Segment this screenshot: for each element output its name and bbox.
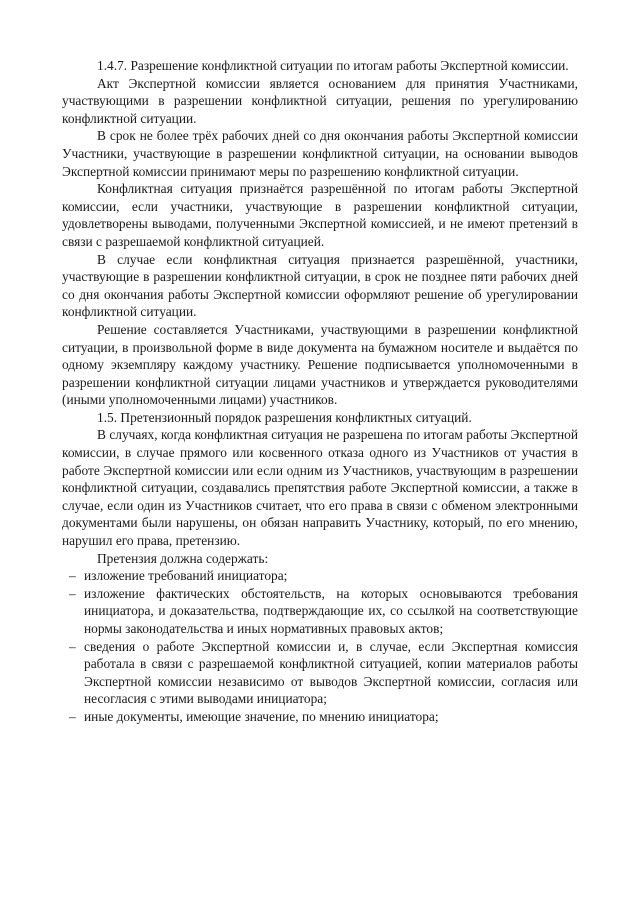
paragraph-decision: Решение составляется Участниками, участвующими в разрешении конфликтной ситуации, в произвольной форме в виде документа на бумажном носителе и выдаётся по одному экземпляру каждому участнику. Решение подписывается уполномоченными в разрешении конфликтной ситуации лицами участников и утверждается руководителями (иными уполномоченными лицами) участников. bbox=[62, 321, 578, 408]
list-item-text: сведения о работе Экспертной комиссии и, в случае, если Экспертная комиссия работала в связи с разрешаемой конфликтной ситуацией, копии материалов работы Экспертной комиссии независимо от выводов Экспертной комиссии, согласия или несогласия с этими выводами инициатора; bbox=[84, 638, 578, 707]
list-item-text: изложение требований инициатора; bbox=[84, 568, 288, 584]
paragraph-claim-contents: Претензия должна содержать: bbox=[97, 550, 269, 566]
paragraph-resolved-conditions: Конфликтная ситуация признаётся разрешённой по итогам работы Экспертной комиссии, если участники, участвующие в разрешении конфликтной ситуации, удовлетворены выводами, полученными Экспертной комиссией, и не имеют претензий в связи с разрешаемой конфликтной ситуацией. bbox=[62, 181, 578, 249]
list-item-text: изложение фактических обстоятельств, на которых основываются требования инициатора, и доказательства, подтверждающие их, со ссылкой на соответствующие нормы законодательства и иных нормативных правовых актов; bbox=[84, 585, 578, 636]
list-item bbox=[62, 708, 578, 726]
claim-requirements-list bbox=[62, 567, 578, 725]
paragraph-three-days: В срок не более трёх рабочих дней со дня окончания работы Экспертной комиссии Участники, участвующие в разрешении конфликтной ситуации, на основании выводов Экспертной комиссии принимают меры по разрешению конфликтной ситуации. bbox=[62, 128, 578, 179]
list-dash: – bbox=[69, 585, 76, 601]
list-dash: – bbox=[69, 708, 76, 724]
paragraph-expert-act: Акт Экспертной комиссии является основанием для принятия Участниками, участвующими в разрешении конфликтной ситуации, решения по урегулированию конфликтной ситуации. bbox=[62, 75, 578, 126]
list-item-text: иные документы, имеющие значение, по мнению инициатора; bbox=[84, 708, 439, 724]
list-item bbox=[62, 567, 578, 585]
section-heading-1-4-7: 1.4.7. Разрешение конфликтной ситуации по итогам работы Экспертной комиссии. bbox=[97, 58, 569, 73]
document-page bbox=[62, 57, 578, 726]
paragraph-five-days: В случае если конфликтная ситуация признается разрешённой, участники, участвующие в разрешении конфликтной ситуации, в срок не позднее пяти рабочих дней со дня окончания работы Экспертной комиссии оформляют решение об урегулировании конфликтной ситуации. bbox=[62, 251, 578, 320]
list-dash: – bbox=[69, 638, 76, 654]
list-item bbox=[62, 638, 578, 708]
paragraph-claim-cases: В случаях, когда конфликтная ситуация не разрешена по итогам работы Экспертной комиссии, в случае прямого или косвенного отказа одного из Участников от участия в работе Экспертной комиссии или если одним из Участников, участвующим в разрешении конфликтной ситуации, создавались препятствия работе Экспертной комиссии, а также в случае, если один из Участников считает, что его права в связи с обменом электронными документами были нарушены, он обязан направить Участнику, который, по его мнению, нарушил его права, претензию. bbox=[62, 427, 578, 549]
list-item bbox=[62, 585, 578, 638]
list-dash: – bbox=[69, 568, 76, 584]
section-heading-1-5: 1.5. Претензионный порядок разрешения конфликтных ситуаций. bbox=[97, 409, 472, 425]
